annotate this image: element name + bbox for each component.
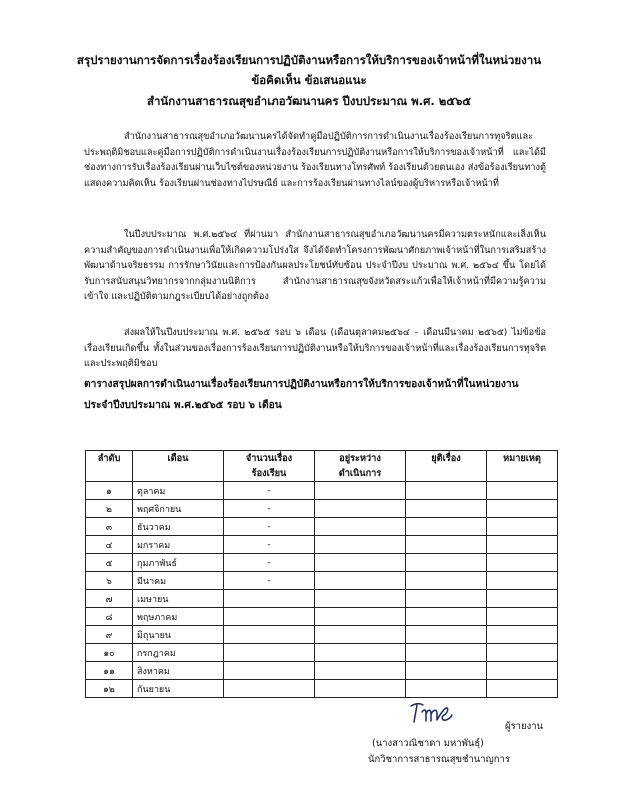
row-remarks <box>487 536 558 554</box>
header-in-progress <box>315 451 406 482</box>
table-row <box>86 644 558 662</box>
table-row <box>86 590 558 608</box>
row-count <box>224 590 315 608</box>
row-month: กรกฎาคม <box>133 644 224 662</box>
row-pending <box>315 644 406 662</box>
row-count <box>224 608 315 626</box>
row-remarks <box>487 518 558 536</box>
table-row <box>86 554 558 572</box>
row-remarks <box>487 608 558 626</box>
row-remarks <box>487 662 558 680</box>
row-closed <box>406 518 487 536</box>
row-pending <box>315 500 406 518</box>
header-count-line-2: ร้องเรียน <box>251 468 287 479</box>
row-count: - <box>224 518 315 536</box>
row-month: ตุลาคม <box>133 482 224 500</box>
row-pending <box>315 626 406 644</box>
header-pending-line-1: อยู่ระหว่าง <box>339 453 381 464</box>
row-count: - <box>224 500 315 518</box>
complaint-summary-table <box>85 450 558 698</box>
row-closed <box>406 644 487 662</box>
row-month: มิถุนายน <box>133 626 224 644</box>
row-month: พฤศจิกายน <box>133 500 224 518</box>
row-remarks <box>487 626 558 644</box>
table-caption-line-2: ประจำปีงบประมาณ พ.ศ.๒๕๖๕ รอบ ๖ เดือน <box>84 400 282 411</box>
row-no: ๕ <box>86 554 133 572</box>
header-no: ลำดับ <box>86 451 133 482</box>
signer-position: นักวิชาการสาธารณสุขชำนาญการ <box>368 754 510 765</box>
paragraph-1 <box>84 129 546 191</box>
row-count <box>224 626 315 644</box>
header-complaint-count <box>224 451 315 482</box>
row-pending <box>315 662 406 680</box>
table-caption-line-1: ตารางสรุปผลการดำเนินงานเรื่องร้องเรียนการปฏิบัติงานหรือการให้บริการของเจ้าหน้าที่ในหน่วยงาน <box>84 379 519 390</box>
table-row <box>86 482 558 500</box>
row-closed <box>406 500 487 518</box>
row-month: ธันวาคม <box>133 518 224 536</box>
row-pending <box>315 572 406 590</box>
row-count: - <box>224 572 315 590</box>
header-remarks: หมายเหตุ <box>487 451 558 482</box>
table-row <box>86 662 558 680</box>
report-title-line-1: สรุปรายงานการจัดการเรื่องร้องเรียนการปฏิบัติงานหรือการให้บริการของเจ้าหน้าที่ในหน่วยงาน <box>76 53 542 67</box>
row-remarks <box>487 590 558 608</box>
row-count: - <box>224 482 315 500</box>
row-remarks <box>487 554 558 572</box>
row-month: กันยายน <box>133 680 224 698</box>
table-row <box>86 572 558 590</box>
row-pending <box>315 554 406 572</box>
row-remarks <box>487 644 558 662</box>
row-closed <box>406 662 487 680</box>
table-row <box>86 536 558 554</box>
row-no: ๒ <box>86 500 133 518</box>
row-no: ๑๐ <box>86 644 133 662</box>
row-remarks <box>487 572 558 590</box>
row-count: - <box>224 554 315 572</box>
row-no: ๓ <box>86 518 133 536</box>
table-header-row <box>86 451 558 482</box>
report-title-line-3: สำนักงานสาธารณสุขอำเภอวัฒนานคร ปีงบประมาณ พ.ศ. ๒๕๖๕ <box>146 94 472 108</box>
signature-block <box>350 695 570 795</box>
row-month: มกราคม <box>133 536 224 554</box>
table-row <box>86 518 558 536</box>
row-no: ๗ <box>86 590 133 608</box>
row-no: ๙ <box>86 626 133 644</box>
row-no: ๑๒ <box>86 680 133 698</box>
row-closed <box>406 626 487 644</box>
table-row <box>86 608 558 626</box>
table-row <box>86 626 558 644</box>
header-count-line-1: จำนวนเรื่อง <box>245 453 293 464</box>
row-month: เมษายน <box>133 590 224 608</box>
report-title-line-2: ข้อคิดเห็น ข้อเสนอแนะ <box>251 73 367 87</box>
signer-name: (นางสาวณิชาดา มหาพันธุ์) <box>372 738 484 749</box>
paragraph-1-text: สำนักงานสาธารณสุขอำเภอวัฒนานครได้จัดทำคู่มือปฏิบัติการการดำเนินงานเรื่องร้องเรียนการทุจริตและประพฤติมิชอบและคู่มือการปฏิบัติการดำเนินงานเรื่องร้องเรียนการปฏิบัติงานหรือการให้บริการของเจ้าหน้าที่ และได้มีช่องทางการรับเรื่องร้องเรียนผ่านเว็บไซต์ของหน่วยงาน ร้องเรียนทางโทรศัพท์ ร้องเรียนด้วยตนเอง ส่งข้อร้องเรียนทางตู้แสดงความคิดเห็น ร้องเรียนผ่านช่องทางไปรษณีย์ และการร้องเรียนผ่านทางไลน์ของผู้บริหารหรือเจ้าหน้าที่ <box>84 131 546 189</box>
row-closed <box>406 590 487 608</box>
row-pending <box>315 608 406 626</box>
row-closed <box>406 554 487 572</box>
row-count <box>224 662 315 680</box>
row-month: สิงหาคม <box>133 662 224 680</box>
row-closed <box>406 482 487 500</box>
row-month: พฤษภาคม <box>133 608 224 626</box>
row-no: ๑ <box>86 482 133 500</box>
row-remarks <box>487 500 558 518</box>
header-pending-line-2: ดำเนินการ <box>338 468 382 479</box>
row-month: กุมภาพันธ์ <box>133 554 224 572</box>
table-row <box>86 500 558 518</box>
row-remarks <box>487 482 558 500</box>
row-closed <box>406 536 487 554</box>
row-count <box>224 680 315 698</box>
handwritten-signature <box>408 700 454 726</box>
row-count: - <box>224 536 315 554</box>
row-pending <box>315 590 406 608</box>
header-closed: ยุติเรื่อง <box>406 451 487 482</box>
row-no: ๑๑ <box>86 662 133 680</box>
row-pending <box>315 536 406 554</box>
row-closed <box>406 572 487 590</box>
row-no: ๔ <box>86 536 133 554</box>
row-pending <box>315 518 406 536</box>
row-count <box>224 644 315 662</box>
paragraph-2-text: ในปีงบประมาณ พ.ศ.๒๕๖๔ ที่ผ่านมา สำนักงานสาธารณสุขอำเภอวัฒนานครมีความตระหนักและเล็งเห็นความสำคัญของการดำเนินงานเพื่อให้เกิดความโปร่งใส จึงได้จัดทำโครงการพัฒนาศักยภาพเจ้าหน้าที่ในการเสริมสร้าง พัฒนาด้านจริยธรรม การรักษาวินัยและการป้องกันผลประโยชน์ทับซ้อน ประจำปีงบ ประมาณ พ.ศ. ๒๕๖๔ ขึ้น โดยได้รับการสนับสนุนวิทยากรจากกลุ่มงานนิติการ สำนักงานสาธารณสุขจังหวัดสระแก้วเพื่อให้เจ้าหน้าที่มีความรู้ความเข้าใจ และปฏิบัติตามกฎระเบียบได้อย่างถูกต้อง <box>84 229 546 302</box>
row-no: ๘ <box>86 608 133 626</box>
row-no: ๖ <box>86 572 133 590</box>
paragraph-3-text: ส่งผลให้ในปีงบประมาณ พ.ศ. ๒๕๖๕ รอบ ๖ เดือน (เดือนตุลาคม๒๕๖๔ – เดือนมีนาคม ๒๕๖๕) ไม่ข้อข้อเรื่องเรียนเกิดขึ้น ทั้งในส่วนของเรื่องการร้องเรียนการปฏิบัติงานหรือให้บริการของเจ้าหน้าที่และเรื่องร้องเรียนการทุจริตและประพฤติมิชอบ <box>84 327 546 369</box>
paragraph-2 <box>84 227 546 305</box>
row-closed <box>406 608 487 626</box>
header-month: เดือน <box>133 451 224 482</box>
row-month: มีนาคม <box>133 572 224 590</box>
reporter-label: ผู้รายงาน <box>505 721 544 732</box>
row-pending <box>315 482 406 500</box>
paragraph-3 <box>84 325 546 372</box>
